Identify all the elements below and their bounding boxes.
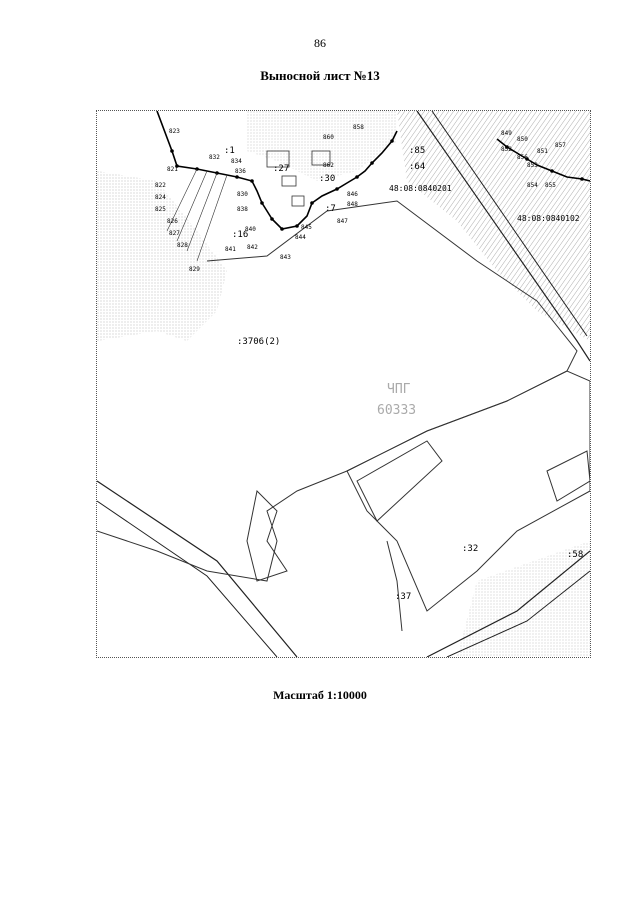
- point-label: 832: [209, 154, 220, 161]
- point-label: 852: [501, 146, 512, 153]
- map-frame: [96, 110, 591, 658]
- parcel-label-7: :7: [325, 204, 336, 214]
- point-label: 849: [501, 130, 512, 137]
- parcel-37-line: [387, 541, 402, 631]
- point-label: 857: [555, 142, 566, 149]
- zone-label-2: 60333: [377, 403, 417, 418]
- parcel-label-85: :85: [409, 146, 426, 156]
- point-label: 854: [527, 182, 538, 189]
- cadastral-block-2: 48:08:0840102: [517, 214, 580, 223]
- point-label: 828: [177, 242, 188, 249]
- parcel-label-16: :16: [232, 230, 249, 240]
- point-label: 822: [155, 182, 166, 189]
- cadastral-block-1: 48:08:0840201: [389, 184, 452, 193]
- point-label: 850: [517, 136, 528, 143]
- parcel-label-32: :32: [462, 544, 479, 554]
- sheet-title: Выносной лист №13: [260, 68, 380, 83]
- point-label: 853: [527, 162, 538, 169]
- point-label: 824: [155, 194, 166, 201]
- point-label: 830: [237, 191, 248, 198]
- parcel-right-block: [547, 451, 590, 501]
- point-label: 841: [225, 246, 236, 253]
- parcel-inner-block: [357, 441, 442, 521]
- zone-label-1: ЧПГ: [387, 382, 411, 397]
- point-label: 856: [517, 154, 528, 161]
- point-label: 845: [301, 224, 312, 231]
- point-label: 823: [169, 128, 180, 135]
- parcel-label-37: :37: [395, 592, 412, 602]
- cadastral-map: [97, 111, 590, 657]
- point-label: 846: [347, 191, 358, 198]
- parcel-label-64: :64: [409, 162, 426, 172]
- parcel-label-3706: :3706(2): [237, 337, 281, 347]
- point-label: 842: [247, 244, 258, 251]
- zone-labels: [377, 382, 416, 418]
- point-label: 825: [155, 206, 166, 213]
- scale-label: Масштаб 1:10000: [273, 688, 367, 702]
- point-label: 847: [337, 218, 348, 225]
- point-label: 858: [353, 124, 364, 131]
- point-label: 848: [347, 201, 358, 208]
- parcel-label-1: :1: [224, 146, 235, 156]
- parcel-label-27: :27: [273, 164, 290, 174]
- point-label: 838: [237, 206, 248, 213]
- point-label: 851: [537, 148, 548, 155]
- point-label: 826: [167, 218, 178, 225]
- point-label: 860: [323, 134, 334, 141]
- point-label: 844: [295, 234, 306, 241]
- point-label: 821: [167, 166, 178, 173]
- point-label: 862: [323, 162, 334, 169]
- point-label: 834: [231, 158, 242, 165]
- shaded-area-top-strip: [247, 111, 397, 181]
- parcel-label-58: :58: [567, 550, 584, 560]
- page-number: 86: [314, 36, 326, 50]
- point-label: 827: [169, 230, 180, 237]
- parcel-lower-left: [247, 491, 287, 581]
- point-label: 840: [245, 226, 256, 233]
- point-label: 855: [545, 182, 556, 189]
- point-label: 836: [235, 168, 246, 175]
- parcel-label-30: :30: [319, 174, 336, 184]
- point-label: 843: [280, 254, 291, 261]
- point-label: 829: [189, 266, 200, 273]
